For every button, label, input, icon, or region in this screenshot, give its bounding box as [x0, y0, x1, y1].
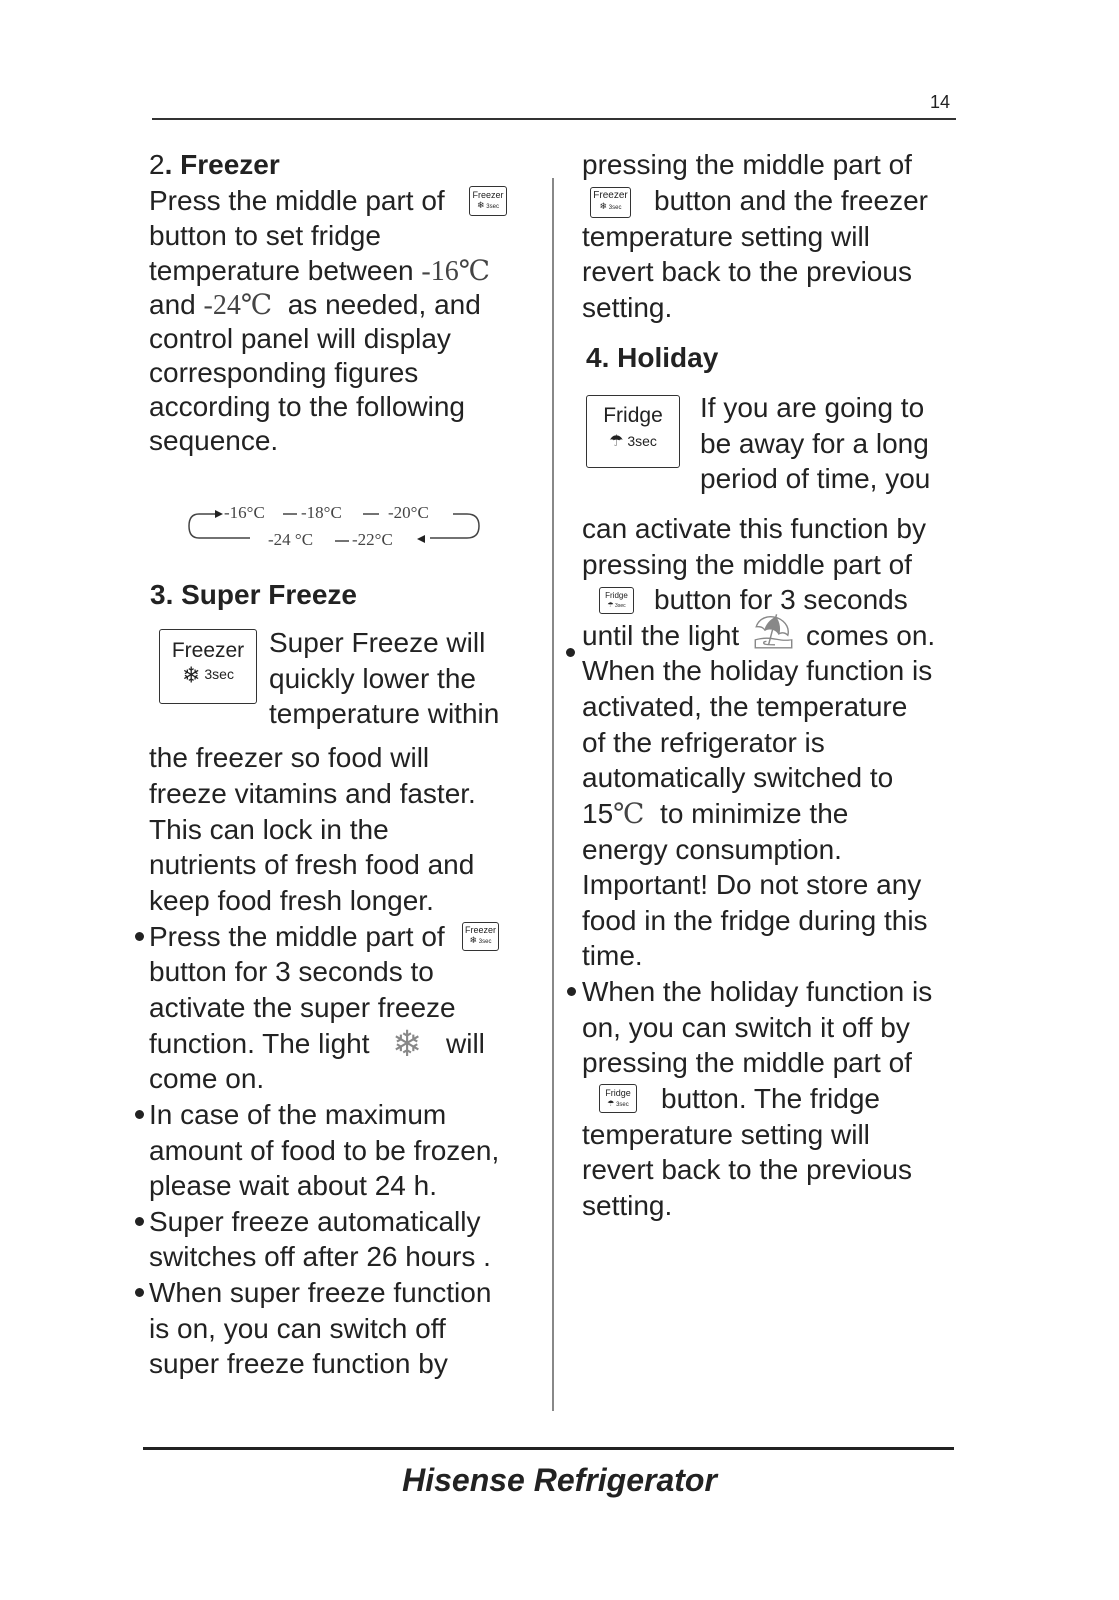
holiday-button[interactable]: Fridge ☂ 3sec [586, 395, 680, 468]
freezer-line: control panel will display [149, 323, 451, 354]
holiday-line: pressing the middle part of [582, 549, 912, 580]
super-freeze-heading: 3. Super Freeze [150, 579, 357, 610]
bullet-text: is on, you can switch off [149, 1313, 446, 1344]
holiday-line: revert back to the previous [582, 1154, 912, 1185]
continued-line: revert back to the previous [582, 256, 912, 287]
holiday-line: be away for a long [700, 428, 929, 459]
snowflake-icon: ❄ [599, 201, 608, 211]
holiday-line: food in the fridge during this [582, 905, 928, 936]
bullet-text: When super freeze function [149, 1277, 492, 1308]
super-freeze-line: This can lock in the [149, 814, 389, 845]
holiday-line: period of time, you [700, 463, 931, 494]
sequence-temp: -20°C [388, 503, 429, 522]
holiday-line: 15℃ to minimize the [582, 798, 849, 830]
snowflake-icon: ❄ [182, 662, 201, 688]
bullet-text: Super freeze automatically [149, 1206, 481, 1237]
holiday-line: When the holiday function is [582, 655, 933, 686]
freezer-line: and -24℃ as needed, and [149, 289, 481, 321]
holiday-line: pressing the middle part of [582, 1047, 912, 1078]
bullet-text: Press the middle part of [149, 921, 445, 952]
freezer-button[interactable]: Freezer ❄ 3sec [469, 186, 507, 216]
continued-line: pressing the middle part of [582, 149, 912, 180]
page-number: 14 [930, 92, 951, 112]
bullet-text: will [446, 1028, 485, 1059]
holiday-line: of the refrigerator is [582, 727, 825, 758]
bullet-dot [566, 648, 575, 657]
bullet-text: button for 3 seconds to [149, 956, 434, 987]
super-freeze-line: quickly lower the [269, 663, 476, 694]
sequence-temp: -24 °C [268, 530, 314, 549]
freezer-line: button to set fridge [149, 220, 381, 251]
holiday-line: energy consumption. [582, 834, 842, 865]
super-freeze-button[interactable]: Freezer ❄ 3sec [159, 629, 257, 704]
continued-line: temperature setting will [582, 221, 870, 252]
bullet-text: super freeze function by [149, 1348, 448, 1379]
continued-line: setting. [582, 292, 673, 323]
bullet-text: activate the super freeze [149, 992, 456, 1023]
holiday-line: button for 3 seconds [654, 584, 908, 615]
umbrella-icon: ☂ [607, 1099, 615, 1108]
super-freeze-line: temperature within [269, 698, 500, 729]
continued-line: button and the freezer [654, 185, 928, 216]
bullet-text: switches off after 26 hours . [149, 1241, 491, 1272]
footer-rule [143, 1447, 954, 1450]
holiday-line: If you are going to [700, 392, 925, 423]
holiday-line: temperature setting will [582, 1119, 870, 1150]
bullet-dot [135, 1217, 144, 1226]
column-divider [552, 178, 554, 1411]
sequence-temp: -18°C [301, 503, 342, 522]
freezer-line: temperature between -16℃ [149, 255, 491, 287]
super-freeze-line: freeze vitamins and faster. [149, 778, 476, 809]
freezer-line: Press the middle part of [149, 185, 445, 216]
super-freeze-line: the freezer so food will [149, 742, 430, 773]
freezer-line: according to the following [149, 391, 465, 422]
umbrella-icon: ☂ [609, 433, 624, 450]
umbrella-light-icon: ⛱ [752, 613, 796, 651]
freezer-button[interactable]: Freezer ❄ 3sec [590, 187, 631, 218]
bullet-dot [135, 932, 144, 941]
bullet-text: please wait about 24 h. [149, 1170, 437, 1201]
header-rule [152, 118, 956, 120]
bullet-text: In case of the maximum [149, 1099, 447, 1130]
freezer-line: sequence. [149, 425, 279, 456]
bullet-text: function. The light [149, 1028, 370, 1059]
umbrella-icon: ☂ [607, 602, 614, 609]
snowflake-icon: ❄ [477, 200, 485, 210]
sequence-temp: -16°C [224, 503, 265, 522]
bullet-text: amount of food to be frozen, [149, 1135, 500, 1166]
freezer-line: corresponding figures [149, 357, 419, 388]
holiday-heading: 4. Holiday [586, 342, 719, 373]
bullet-dot [135, 1110, 144, 1119]
holiday-line: button. The fridge [661, 1083, 880, 1114]
fridge-button[interactable]: Fridge ☂ 3sec [599, 1084, 637, 1113]
sequence-temp: -22°C [352, 530, 393, 549]
fridge-button[interactable]: Fridge ☂ 3sec [599, 587, 634, 614]
bullet-dot [567, 987, 576, 996]
holiday-line: time. [582, 940, 643, 971]
holiday-line: Important! Do not store any [582, 869, 922, 900]
footer-brand: Hisense Refrigerator [402, 1462, 717, 1498]
super-freeze-line: nutrients of fresh food and [149, 849, 475, 880]
holiday-line: setting. [582, 1190, 673, 1221]
holiday-line: can activate this function by [582, 513, 926, 544]
super-freeze-line: Super Freeze will [269, 627, 486, 658]
holiday-line: automatically switched to [582, 762, 894, 793]
holiday-line: When the holiday function is [582, 976, 933, 1007]
bullet-dot [135, 1288, 144, 1297]
snowflake-light-icon: ❄ [392, 1023, 423, 1064]
holiday-line: on, you can switch it off by [582, 1012, 910, 1043]
super-freeze-line: keep food fresh longer. [149, 885, 434, 916]
freezer-heading: 2. Freezer [149, 149, 280, 180]
bullet-text: come on. [149, 1063, 265, 1094]
holiday-line: comes on. [806, 620, 936, 651]
freezer-button[interactable]: Freezer ❄ 3sec [462, 922, 499, 951]
snowflake-icon: ❄ [469, 935, 478, 945]
holiday-line: until the light [582, 620, 740, 651]
holiday-line: activated, the temperature [582, 691, 908, 722]
